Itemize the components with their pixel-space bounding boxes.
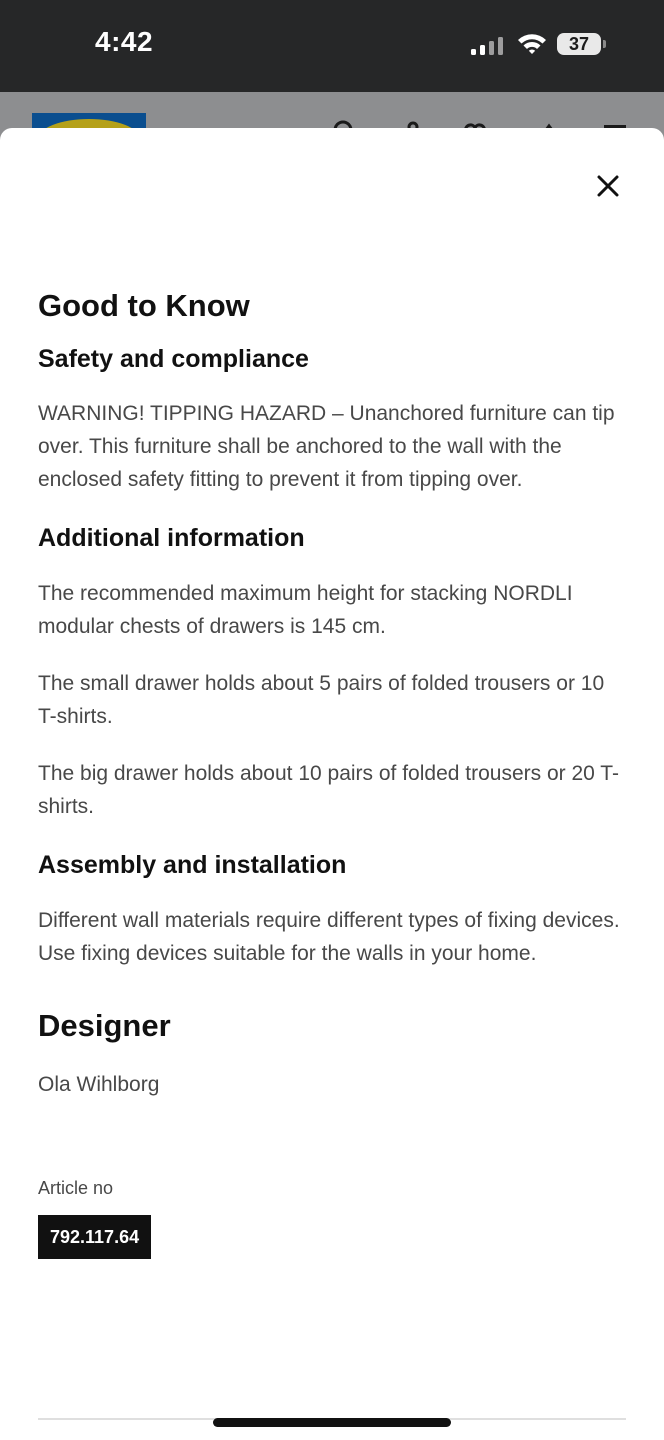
close-icon — [586, 164, 630, 208]
article-number-row — [38, 1215, 628, 1259]
signal-icon — [470, 34, 506, 58]
section-heading-additional: Additional information — [38, 524, 305, 552]
status-time: 4:42 — [95, 26, 154, 57]
assembly-paragraph: Different wall materials require different types of fixing devices. Use fixing devices suitable for the walls in your home. — [38, 909, 620, 965]
home-indicator[interactable] — [213, 1418, 451, 1427]
designer-name: Ola Wihlborg — [38, 1073, 160, 1096]
safety-paragraph: WARNING! TIPPING HAZARD – Unanchored furniture can tip over. This furniture shall be anchored to the wall with the enclosed safety fitting to prevent it from tipping over. — [38, 402, 615, 491]
article-number-badge: 792.117.64 — [38, 1215, 151, 1259]
battery-level: 37 — [557, 33, 601, 55]
article-number-label: Article no — [38, 1178, 114, 1198]
wifi-icon — [516, 32, 548, 56]
battery-tip — [603, 40, 606, 48]
designer-heading: Designer — [38, 1008, 171, 1043]
section-heading-assembly: Assembly and installation — [38, 851, 347, 879]
sheet-content — [38, 284, 628, 1259]
section-heading-safety: Safety and compliance — [38, 345, 309, 373]
additional-paragraph-stacking: The recommended maximum height for stacking NORDLI modular chests of drawers is 145 cm. — [38, 582, 573, 638]
status-bar — [0, 0, 664, 92]
additional-paragraph-big-drawer: The big drawer holds about 10 pairs of folded trousers or 20 T-shirts. — [38, 762, 619, 818]
additional-paragraph-small-drawer: The small drawer holds about 5 pairs of folded trousers or 10 T-shirts. — [38, 672, 605, 728]
battery-icon — [557, 33, 607, 57]
close-button[interactable] — [586, 164, 630, 208]
sheet-title: Good to Know — [38, 288, 250, 323]
